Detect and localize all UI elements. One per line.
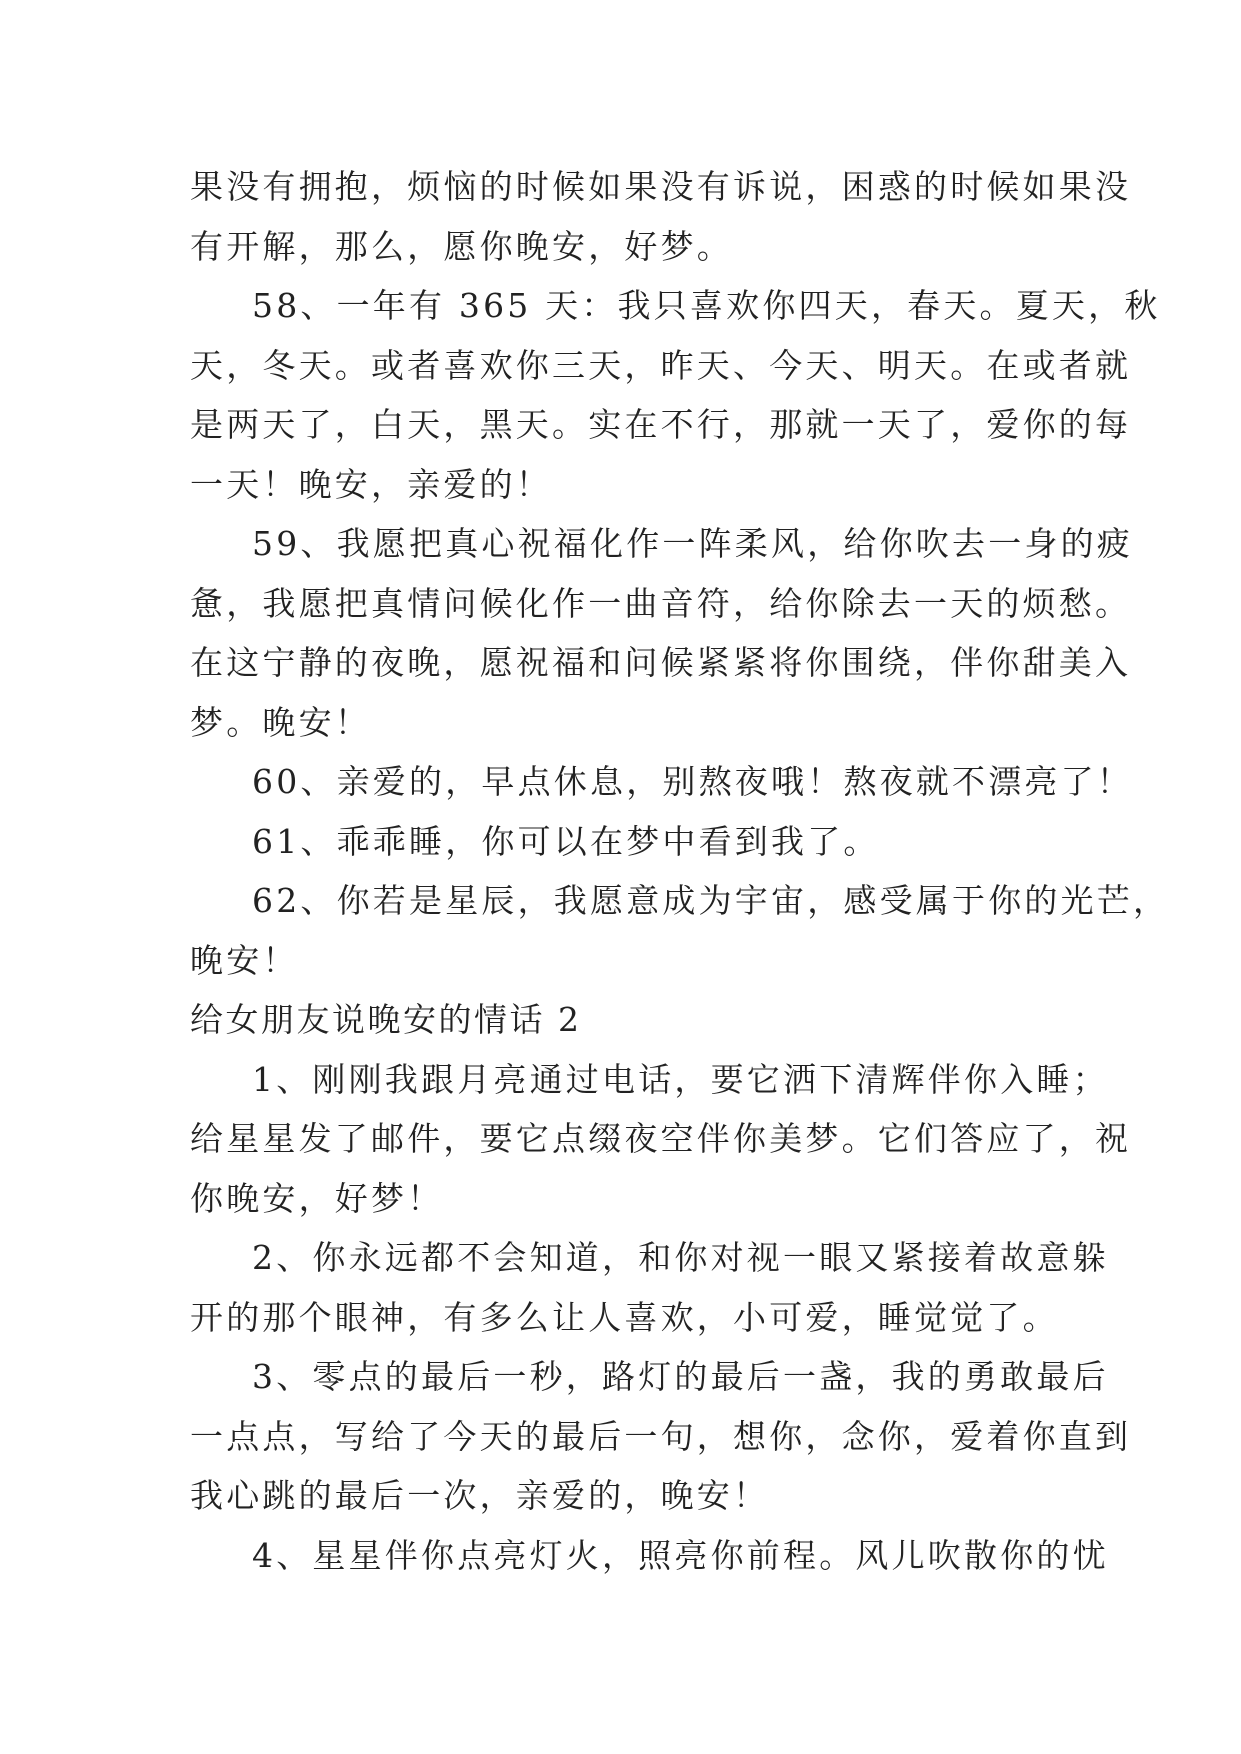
paragraph-start-line: 2、你永远都不会知道，和你对视一眼又紧接着故意躲 [252,1238,1109,1277]
document-body [190,157,1170,1585]
paragraph-start-line: 62、你若是星辰，我愿意成为宇宙，感受属于你的光芒， [252,881,1170,920]
text-line: 天，冬天。或者喜欢你三天，昨天、今天、明天。在或者就 [190,345,1132,385]
paragraph-start-line: 60、亲爱的，早点休息，别熬夜哦！熬夜就不漂亮了！ [252,762,1133,801]
paragraph-start-line: 59、我愿把真心祝福化作一阵柔风，给你吹去一身的疲 [252,524,1133,563]
text-line: 惫，我愿把真情问候化作一曲音符，给你除去一天的烦愁。 [190,583,1132,623]
text-line: 有开解，那么，愿你晚安，好梦。 [190,226,733,266]
text-line: 在这宁静的夜晚，愿祝福和问候紧紧将你围绕，伴你甜美入 [190,643,1132,682]
paragraph-start-line: 4、星星伴你点亮灯火，照亮你前程。风儿吹散你的忧 [252,1535,1109,1575]
text-line: 果没有拥抱，烦恼的时候如果没有诉说，困惑的时候如果没 [190,167,1132,206]
text-line: 一点点，写给了今天的最后一句，想你，念你，爱着你直到 [190,1416,1132,1456]
paragraph-start-line: 58、一年有 365 天：我只喜欢你四天，春天。夏天，秋 [252,286,1161,325]
text-line: 晚安！ [190,940,299,980]
paragraph-start-line: 61、乖乖睡，你可以在梦中看到我了。 [252,821,880,861]
text-line: 是两天了，白天，黑天。实在不行，那就一天了，爱你的每 [190,405,1132,444]
text-line: 我心跳的最后一次，亲爱的，晚安！ [190,1476,770,1515]
text-line: 给星星发了邮件，要它点缀夜空伴你美梦。它们答应了，祝 [190,1119,1132,1158]
section-heading: 给女朋友说晚安的情话 2 [190,1000,582,1039]
paragraph-start-line: 3、零点的最后一秒，路灯的最后一盏，我的勇敢最后 [252,1357,1109,1396]
text-line: 开的那个眼神，有多么让人喜欢，小可爱，睡觉觉了。 [190,1297,1059,1337]
text-line: 梦。晚安！ [190,702,371,742]
text-line: 你晚安，好梦！ [190,1178,444,1218]
text-line: 一天！晚安，亲爱的！ [190,464,552,504]
paragraph-start-line: 1、刚刚我跟月亮通过电话，要它洒下清辉伴你入睡； [252,1059,1109,1099]
